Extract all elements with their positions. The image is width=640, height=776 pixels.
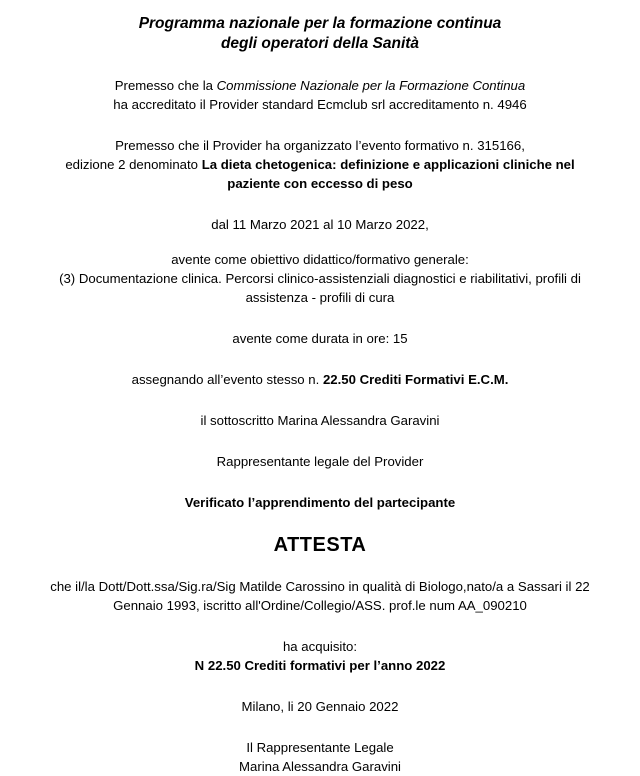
place-date-block bbox=[40, 697, 600, 716]
commission-name: Commissione Nazionale per la Formazione Continua bbox=[216, 78, 526, 93]
acquired-credits: N 22.50 Crediti formativi per l’anno 2022 bbox=[194, 658, 446, 673]
objective-line-1: (3) Documentazione clinica. Percorsi clinico-assistenziali diagnostici e riabilitativi, profili di bbox=[59, 271, 581, 286]
title-line-1: Programma nazionale per la formazione continua bbox=[138, 15, 502, 32]
attesta-heading: ATTESTA bbox=[273, 534, 367, 556]
premise-block-1 bbox=[40, 76, 600, 114]
credits-block bbox=[40, 370, 600, 389]
acquired-block bbox=[40, 637, 600, 675]
dates-block bbox=[40, 215, 600, 234]
role-block bbox=[40, 452, 600, 471]
signature-name: Marina Alessandra Garavini bbox=[239, 759, 401, 774]
credits-prefix: assegnando all’evento stesso n. bbox=[131, 372, 323, 387]
signature-block bbox=[40, 738, 600, 776]
page-title bbox=[28, 14, 612, 54]
edition-prefix: edizione 2 denominato bbox=[65, 157, 202, 172]
place-date: Milano, li 20 Gennaio 2022 bbox=[241, 699, 399, 714]
participant-block bbox=[28, 577, 612, 615]
title-line-2: degli operatori della Sanità bbox=[220, 35, 420, 52]
signature-role: Il Rappresentante Legale bbox=[246, 740, 394, 755]
credits-line bbox=[40, 370, 600, 389]
premise-block-2 bbox=[40, 136, 600, 193]
credits-value: 22.50 Crediti Formativi E.C.M. bbox=[322, 372, 509, 387]
duration-line: avente come durata in ore: 15 bbox=[232, 331, 408, 346]
signatory-block bbox=[40, 411, 600, 430]
premise-2-line-2 bbox=[40, 155, 600, 174]
role-line: Rappresentante legale del Provider bbox=[216, 454, 424, 469]
participant-line-2: Gennaio 1993, iscritto all'Ordine/Collegio/ASS. prof.le num AA_090210 bbox=[113, 598, 527, 613]
signatory-line: il sottoscritto Marina Alessandra Garavini bbox=[200, 413, 440, 428]
duration-block bbox=[40, 329, 600, 348]
premise-1-line-2: ha accreditato il Provider standard Ecmclub srl accreditamento n. 4946 bbox=[113, 97, 527, 112]
participant-line-1: che il/la Dott/Dott.ssa/Sig.ra/Sig Matilde Carossino in qualità di Biologo,nato/a a Sassari il 22 bbox=[50, 579, 590, 594]
acquired-intro: ha acquisito: bbox=[282, 639, 358, 654]
verified-line: Verificato l’apprendimento del partecipante bbox=[184, 495, 456, 510]
objective-line-2: assistenza - profili di cura bbox=[245, 290, 395, 305]
objective-block bbox=[28, 250, 612, 307]
premise-2-line-1: Premesso che il Provider ha organizzato l’evento formativo n. 315166, bbox=[115, 138, 525, 153]
verified-block bbox=[40, 493, 600, 512]
event-title-part-1: La dieta chetogenica: definizione e applicazioni cliniche nel bbox=[201, 157, 575, 172]
premise-1-prefix: Premesso che la bbox=[114, 78, 217, 93]
event-dates: dal 11 Marzo 2021 al 10 Marzo 2022, bbox=[211, 217, 429, 232]
event-title-part-2: paziente con eccesso di peso bbox=[227, 176, 413, 191]
premise-1-line-1 bbox=[40, 76, 600, 95]
objective-intro: avente come obiettivo didattico/formativo generale: bbox=[171, 252, 469, 267]
